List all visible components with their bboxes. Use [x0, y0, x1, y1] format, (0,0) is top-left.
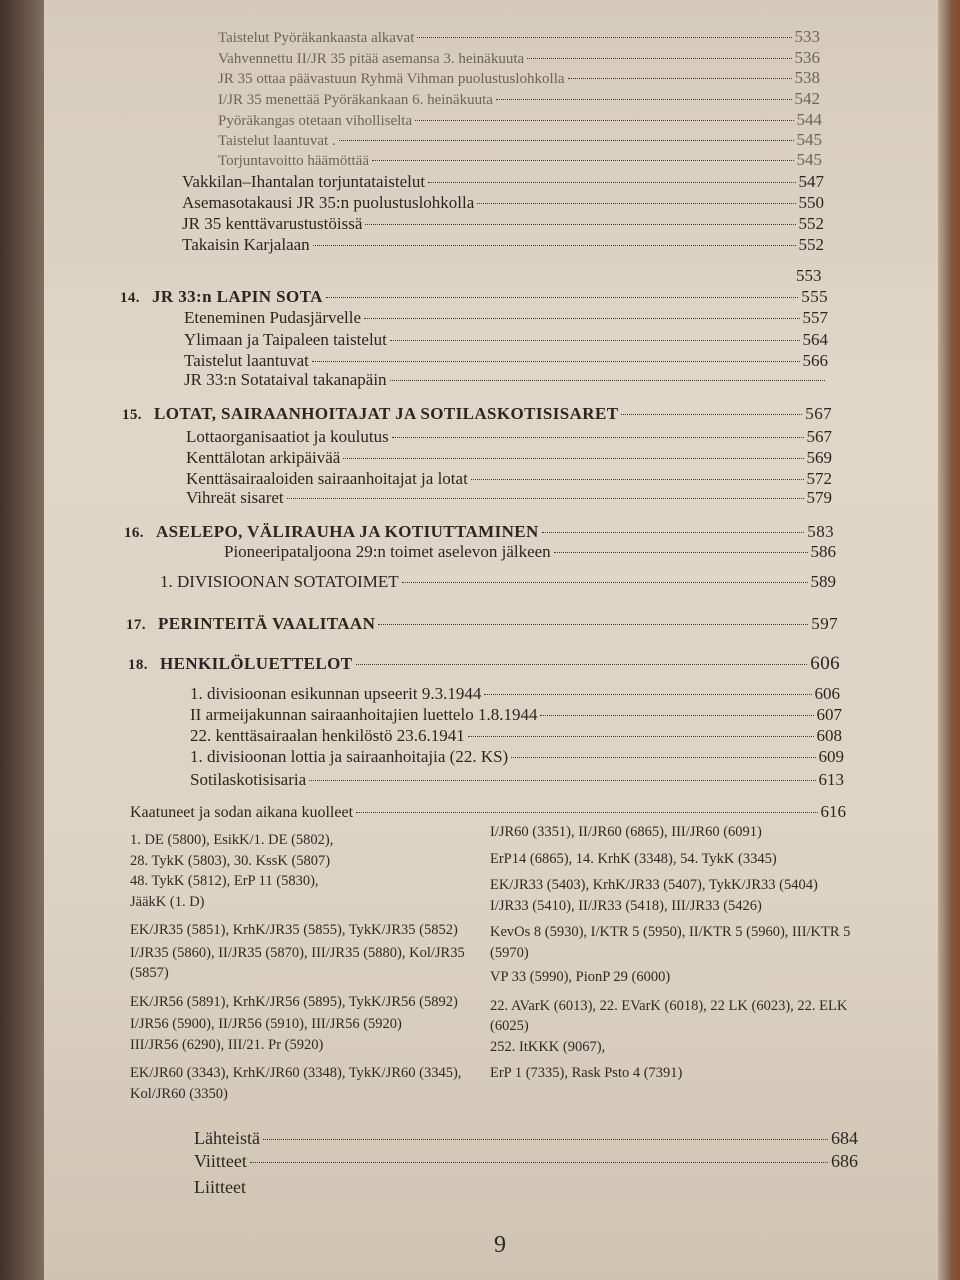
- dot-leader: [402, 582, 808, 583]
- toc-entry-title: Viitteet: [194, 1151, 247, 1171]
- chapter-page: 567: [805, 404, 832, 423]
- toc-entry: [218, 48, 820, 69]
- toc-entry: [190, 726, 842, 746]
- toc-entry: [218, 89, 820, 110]
- toc-entry: [186, 448, 832, 468]
- toc-entry: [190, 770, 844, 790]
- toc-entry-title: Torjuntavoitto häämöttää: [218, 153, 369, 169]
- dot-leader: [263, 1139, 828, 1140]
- unit-line: 48. TykK (5812), ErP 11 (5830),: [130, 873, 319, 889]
- toc-entry-page: 686: [831, 1151, 858, 1171]
- dot-leader: [417, 37, 791, 38]
- unit-line: 252. ItKKK (9067),: [490, 1038, 606, 1055]
- chapter-title: HENKILÖLUETTELOT: [160, 654, 353, 673]
- unit-line: EK/JR56 (5891), KrhK/JR56 (5895), TykK/JR56 (5892): [130, 993, 458, 1010]
- toc-entry-title: Vihreät sisaret: [186, 488, 284, 507]
- dot-leader: [471, 479, 804, 480]
- toc-entry: [182, 193, 824, 213]
- toc-entry-title: Kenttälotan arkipäivää: [186, 448, 341, 467]
- toc-entry-title: JR 35 kenttävarustustöissä: [182, 214, 363, 233]
- chapter-number: 14.: [120, 290, 140, 306]
- toc-entry-title: Kenttäsairaaloiden sairaanhoitajat ja lotat: [186, 469, 468, 488]
- chapter-title: LOTAT, SAIRAANHOITAJAT JA SOTILASKOTISISARET: [154, 404, 619, 423]
- dot-leader: [415, 120, 793, 121]
- chapter-title: ASELEPO, VÄLIRAUHA JA KOTIUTTAMINEN: [156, 522, 539, 541]
- toc-entry-page: 566: [802, 351, 828, 370]
- dot-leader: [378, 624, 808, 625]
- chapter-number: 18.: [128, 657, 148, 673]
- toc-entry-title: Taistelut laantuvat .: [218, 133, 336, 149]
- toc-entry-fallen: [130, 802, 846, 823]
- toc-entry-page: 550: [798, 193, 824, 212]
- toc-entry: [186, 427, 832, 447]
- toc-entry: [218, 110, 822, 131]
- toc-entry-page: 547: [798, 172, 824, 191]
- dot-leader: [540, 715, 813, 716]
- toc-entry: [184, 330, 828, 350]
- unit-line: ErP 1 (7335), Rask Psto 4 (7391): [490, 1065, 683, 1081]
- toc-entry-page: 567: [806, 427, 832, 446]
- chapter-number: 15.: [122, 407, 142, 423]
- toc-entry: [194, 1128, 858, 1148]
- unit-line: I/JR56 (5900), II/JR56 (5910), III/JR56 (5920): [130, 1016, 402, 1032]
- toc-entry-page: 606: [814, 684, 840, 703]
- toc-entry-page: 684: [831, 1128, 858, 1148]
- dot-leader: [343, 458, 803, 459]
- toc-entry: [186, 469, 832, 489]
- toc-entry-division: [160, 572, 836, 592]
- toc-entry-title: Liitteet: [194, 1177, 246, 1197]
- chapter-number: 16.: [124, 525, 144, 541]
- toc-entry: [182, 214, 824, 234]
- toc-entry-title: Taistelut laantuvat: [184, 351, 309, 370]
- dot-leader: [390, 380, 825, 381]
- chapter-number: 17.: [126, 617, 146, 633]
- page-number: 9: [494, 1232, 506, 1258]
- toc-entry-title: Pioneeripataljoona 29:n toimet aselevon jälkeen: [224, 542, 551, 561]
- unit-line: KevOs 8 (5930), I/KTR 5 (5950), II/KTR 5 (5960), III/KTR 5 (5970): [490, 924, 851, 961]
- toc-chapter-16: [124, 522, 834, 543]
- chapter-page: 555: [801, 287, 828, 306]
- toc-entry-page: 613: [818, 770, 844, 789]
- toc-entry-title: JR 33:n Sotataival takanapäin: [184, 370, 387, 389]
- toc-entry-title: Sotilaskotisisaria: [190, 770, 307, 789]
- toc-entry: [186, 488, 832, 508]
- dot-leader: [428, 182, 795, 183]
- dot-leader: [313, 245, 796, 246]
- toc-chapter-17: [126, 614, 838, 635]
- toc-entry: [194, 1151, 858, 1171]
- toc-entry-page: 552: [798, 235, 824, 254]
- toc-entry-title: 1. DIVISIOONAN SOTATOIMET: [160, 572, 399, 591]
- toc-entry: [224, 542, 836, 562]
- chapter-title: JR 33:n LAPIN SOTA: [152, 287, 323, 306]
- chapter-page: 583: [807, 522, 834, 541]
- toc-entry: [184, 308, 828, 328]
- toc-entry-page: 589: [810, 572, 836, 591]
- dot-leader: [468, 736, 814, 737]
- toc-entry-page: 557: [802, 308, 828, 327]
- toc-entry: [184, 351, 828, 371]
- toc-entry-page: 564: [802, 330, 828, 349]
- unit-line: ErP14 (6865), 14. KrhK (3348), 54. TykK (3345): [490, 850, 777, 867]
- toc-entry-title: 22. kenttäsairaalan henkilöstö 23.6.1941: [190, 726, 465, 745]
- toc-entry: [218, 27, 820, 48]
- toc-entry-page: 544: [796, 110, 822, 129]
- toc-entry: [182, 235, 824, 255]
- unit-line: 28. TykK (5803), 30. KssK (5807): [130, 852, 331, 869]
- toc-entry: [190, 705, 842, 725]
- unit-line: I/JR60 (3351), II/JR60 (6865), III/JR60 (6091): [490, 824, 762, 840]
- dot-leader: [309, 780, 815, 781]
- toc-entry-title: Taistelut Pyöräkankaasta alkavat: [218, 30, 415, 46]
- dot-leader: [372, 160, 794, 161]
- toc-chapter-18: [128, 654, 840, 675]
- unit-list-right: [490, 822, 856, 1084]
- toc-entry-page: 538: [794, 68, 820, 87]
- toc-entry-title: JR 35 ottaa päävastuun Ryhmä Vihman puolustuslohkolla: [218, 71, 565, 87]
- book-page: [44, 0, 942, 1280]
- toc-entry: [190, 684, 840, 704]
- dot-leader: [477, 203, 795, 204]
- dot-leader: [312, 361, 800, 362]
- toc-entry-title: Lähteistä: [194, 1128, 260, 1148]
- dot-leader: [568, 78, 792, 79]
- chapter-page: 606: [810, 653, 840, 674]
- toc-entry: [218, 68, 820, 89]
- unit-line: III/JR56 (6290), III/21. Pr (5920): [130, 1036, 324, 1053]
- table-of-contents: [44, 0, 942, 1280]
- book-edge: [938, 0, 960, 1280]
- toc-entry-page: 569: [806, 448, 832, 467]
- toc-entry-page: 552: [798, 214, 824, 233]
- chapter-title: PERINTEITÄ VAALITAAN: [158, 614, 376, 633]
- toc-entry-page: 609: [818, 747, 844, 766]
- toc-entry-title: Kaatuneet ja sodan aikana kuolleet: [130, 804, 354, 821]
- dot-leader: [356, 812, 817, 813]
- toc-entry-title: Vahvennettu II/JR 35 pitää asemansa 3. heinäkuuta: [218, 51, 525, 67]
- toc-entry-page: 608: [816, 726, 842, 745]
- unit-line: 22. AVarK (6013), 22. EVarK (6018), 22 LK (6023), 22. ELK (6025): [490, 997, 848, 1034]
- dot-leader: [392, 437, 804, 438]
- dot-leader: [554, 552, 808, 553]
- unit-line: JääkK (1. D): [130, 893, 205, 910]
- toc-entry-page: 533: [794, 27, 820, 46]
- toc-entry: [190, 747, 844, 767]
- toc-entry: [184, 370, 828, 390]
- dot-leader: [326, 297, 799, 298]
- dot-leader: [356, 664, 808, 665]
- toc-entry-page: 545: [796, 130, 822, 149]
- toc-entry-page: 607: [816, 705, 842, 724]
- unit-line: EK/JR33 (5403), KrhK/JR33 (5407), TykK/JR33 (5404): [490, 877, 818, 893]
- unit-list-left: [130, 830, 480, 1104]
- dot-leader: [339, 140, 794, 141]
- toc-entry: [218, 130, 822, 151]
- toc-entry-page: 586: [810, 542, 836, 561]
- dot-leader: [496, 99, 792, 100]
- toc-chapter-14: [120, 287, 828, 308]
- toc-entry-title: 1. divisioonan lottia ja sairaanhoitajia (22. KS): [190, 747, 509, 766]
- toc-entry-page: 572: [806, 469, 832, 488]
- dot-leader: [250, 1162, 828, 1163]
- dot-leader: [527, 58, 791, 59]
- dot-leader: [511, 757, 815, 758]
- dot-leader: [287, 498, 804, 499]
- toc-entry-page: 545: [796, 150, 822, 169]
- toc-entry-page: 536: [794, 48, 820, 67]
- dot-leader: [364, 318, 799, 319]
- unit-line: I/JR35 (5860), II/JR35 (5870), III/JR35 (5880), Kol/JR35 (5857): [130, 944, 465, 981]
- toc-chapter-15: [122, 404, 832, 425]
- toc-entry-title: Eteneminen Pudasjärvelle: [184, 308, 362, 327]
- toc-entry-title: Ylimaan ja Taipaleen taistelut: [184, 330, 387, 349]
- dot-leader: [484, 694, 811, 695]
- toc-entry-title: Pyöräkangas otetaan viholliselta: [218, 113, 413, 129]
- dot-leader: [365, 224, 795, 225]
- unit-line: I/JR33 (5410), II/JR33 (5418), III/JR33 (5426): [490, 897, 762, 914]
- toc-entry-title: Asemasotakausi JR 35:n puolustuslohkolla: [182, 193, 475, 212]
- toc-entry-title: Lottaorganisaatiot ja koulutus: [186, 427, 389, 446]
- toc-entry-page: 542: [794, 89, 820, 108]
- toc-chapter-page-top: 553: [796, 266, 822, 285]
- unit-line: 1. DE (5800), EsikK/1. DE (5802),: [130, 832, 334, 848]
- unit-line: EK/JR35 (5851), KrhK/JR35 (5855), TykK/JR35 (5852): [130, 922, 458, 938]
- toc-entry-title: II armeijakunnan sairaanhoitajien luettelo 1.8.1944: [190, 705, 538, 724]
- dot-leader: [542, 532, 805, 533]
- toc-entry-page: 616: [820, 802, 846, 821]
- toc-entry-title: I/JR 35 menettää Pyöräkankaan 6. heinäkuuta: [218, 92, 493, 108]
- unit-line: VP 33 (5990), PionP 29 (6000): [490, 969, 671, 985]
- toc-entry-title: Takaisin Karjalaan: [182, 235, 310, 254]
- chapter-page: 597: [811, 614, 838, 633]
- toc-entry-title: Vakkilan–Ihantalan torjuntataistelut: [182, 172, 426, 191]
- toc-entry: [182, 172, 824, 192]
- dot-leader: [390, 340, 800, 341]
- toc-entry-page: 579: [806, 488, 832, 507]
- dot-leader: [621, 414, 802, 415]
- unit-line: EK/JR60 (3343), KrhK/JR60 (3348), TykK/JR60 (3345), Kol/JR60 (3350): [130, 1065, 462, 1102]
- toc-entry: [218, 150, 822, 171]
- toc-entry-title: 1. divisioonan esikunnan upseerit 9.3.1944: [190, 684, 482, 703]
